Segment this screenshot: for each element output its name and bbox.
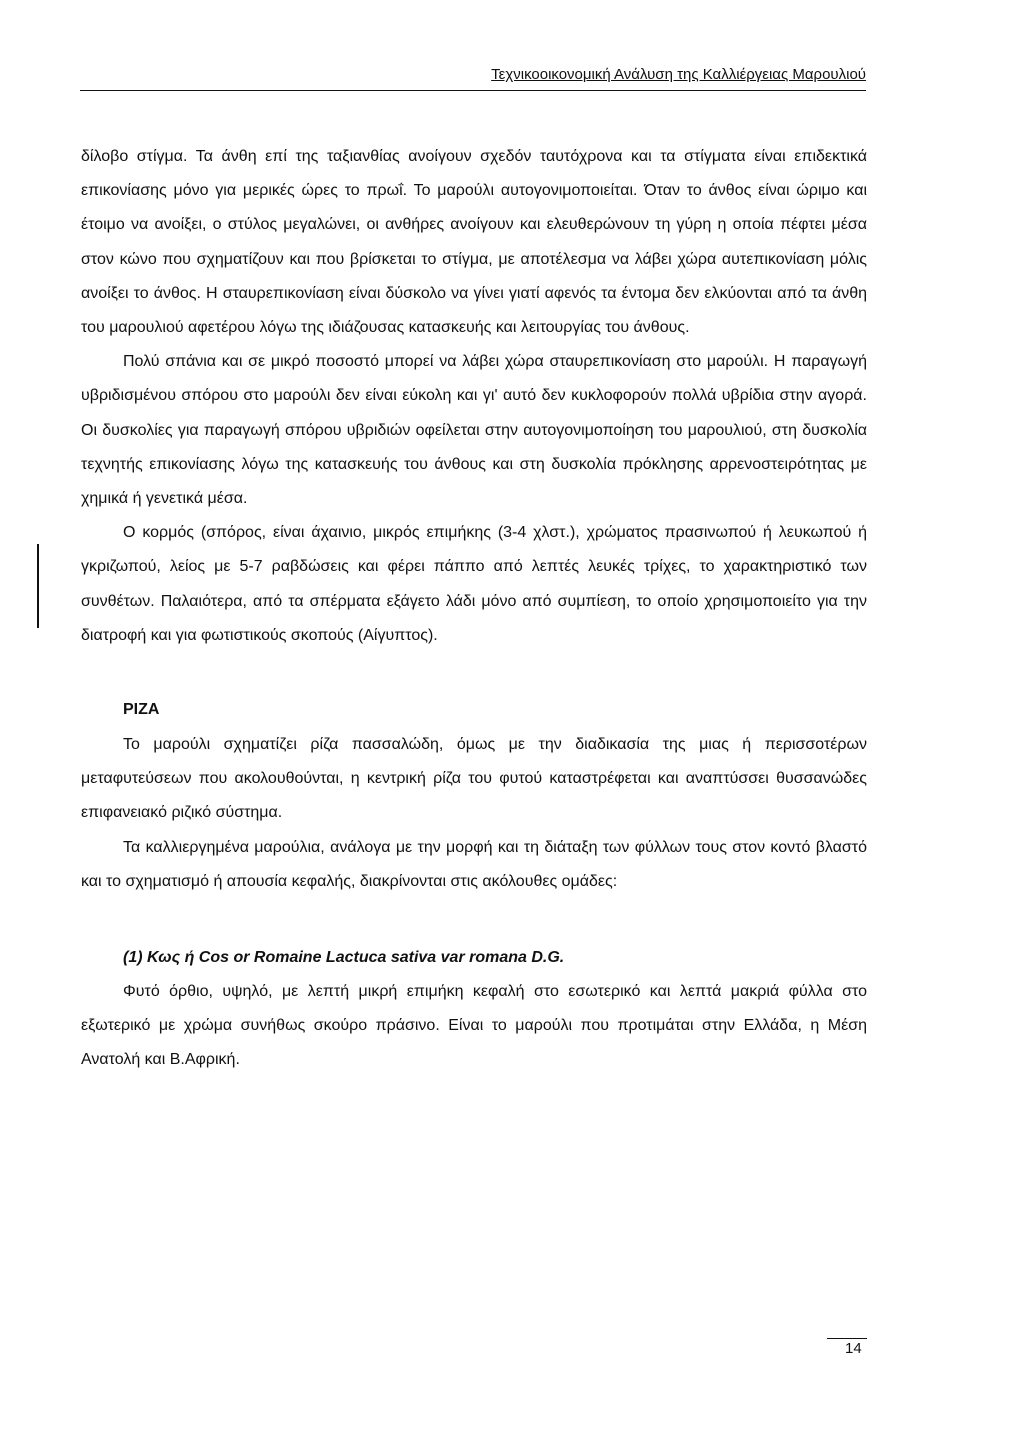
paragraph-cos-description: Φυτό όρθιο, υψηλό, με λεπτή μικρή επιμήκη κεφαλή στο εσωτερικό και λεπτά μακριά φύλλα στο εξωτερικό με χρώμα συνήθως σκούρο πράσινο. Είναι το μαρούλι που προτιμάται στην Ελλάδα, η Μέση Ανατολή και Β.Αφρική. [81, 983, 867, 1069]
page-number: 14 [845, 1340, 862, 1357]
paragraph-groups: Τα καλλιεργημένα μαρούλια, ανάλογα με την μορφή και τη διάταξη των φύλλων τους στον κοντό βλαστό και το σχηματισμό ή απουσία κεφαλής, διακρίνονται στις ακόλουθες ομάδες: [81, 838, 867, 890]
running-header: Τεχνικοοικονομική Ανάλυση της Καλλιέργειας Μαρουλιού [491, 66, 866, 83]
paragraph-seed: Ο κορμός (σπόρος, είναι άχαινιο, μικρός επιμήκης (3-4 χλστ.), χρώματος πρασινωπού ή λευκωπού ή γκριζωπού, λείος με 5-7 ραβδώσεις και φέρει πάππο από λεπτές λευκές τρίχες, το χαρακτηριστικό των συνθέτων. Παλαιότερα, από τα σπέρματα εξάγετο λάδι μόνο από συμπίεση, το οποίο χρησιμοποιείτο για την διατροφή και για φωτιστικούς σκοπούς (Αίγυπτος). [81, 524, 867, 644]
header-rule [80, 90, 866, 91]
paragraph-pollination: δίλοβο στίγμα. Τα άνθη επί της ταξιανθίας ανοίγουν σχεδόν ταυτόχρονα και τα στίγματα είναι επιδεκτικά επικονίασης μόνο για μερικές ώρες το πρωΐ. Το μαρούλι αυτογονιμοποιείται. Όταν το άνθος είναι ώριμο και έτοιμο να ανοίξει, ο στύλος μεγαλώνει, οι ανθήρες ανοίγουν και ελευθερώνουν τη γύρη η οποία πέφτει μέσα στον κώνο που σχηματίζουν και που βρίσκεται το στίγμα, με αποτέλεσμα να λάβει χώρα αυτεπικονίαση μόλις ανοίξει το άνθος. Η σταυρεπικονίαση είναι δύσκολο να γίνει γιατί αφενός τα έντομα δεν ελκύονται από τα άνθη του μαρουλιού αφετέρου λόγω της ιδιάζουσας κατασκευής και λειτουργίας του άνθους. [81, 148, 867, 337]
paragraph-root: Το μαρούλι σχηματίζει ρίζα πασσαλώδη, όμως με την διαδικασία της μιας ή περισσοτέρων μεταφυτεύσεων που ακολουθούνται, η κεντρική ρίζα του φυτού καταστρέφεται και αναπτύσσει θυσσανώδες επιφανειακό ριζικό σύστημα. [81, 736, 867, 822]
footer-rule [827, 1338, 867, 1339]
subheading-cos: (1) Κως ή Cos or Romaine Lactuca sativa var romana D.G. [123, 949, 565, 967]
paragraph-cross-pollination: Πολύ σπάνια και σε μικρό ποσοστό μπορεί να λάβει χώρα σταυρεπικονίαση στο μαρούλι. Η παραγωγή υβριδισμένου σπόρου στο μαρούλι δεν είναι εύκολη και γι' αυτό δεν κυκλοφορούν πολλά υβρίδια στην αγορά. Οι δυσκολίες για παραγωγή σπόρου υβριδιών οφείλεται στην αυτογονιμοποίηση του μαρουλιού, στη δυσκολία τεχνητής επικονίασης λόγω της κατασκευής του άνθους και στη δυσκολία πρόκλησης αρρενοστειρότητας με χημικά ή γενετικά μέσα. [81, 353, 867, 508]
document-body [81, 140, 867, 1078]
margin-change-bar [37, 544, 39, 628]
section-heading-root: ΡΙΖΑ [123, 701, 160, 719]
